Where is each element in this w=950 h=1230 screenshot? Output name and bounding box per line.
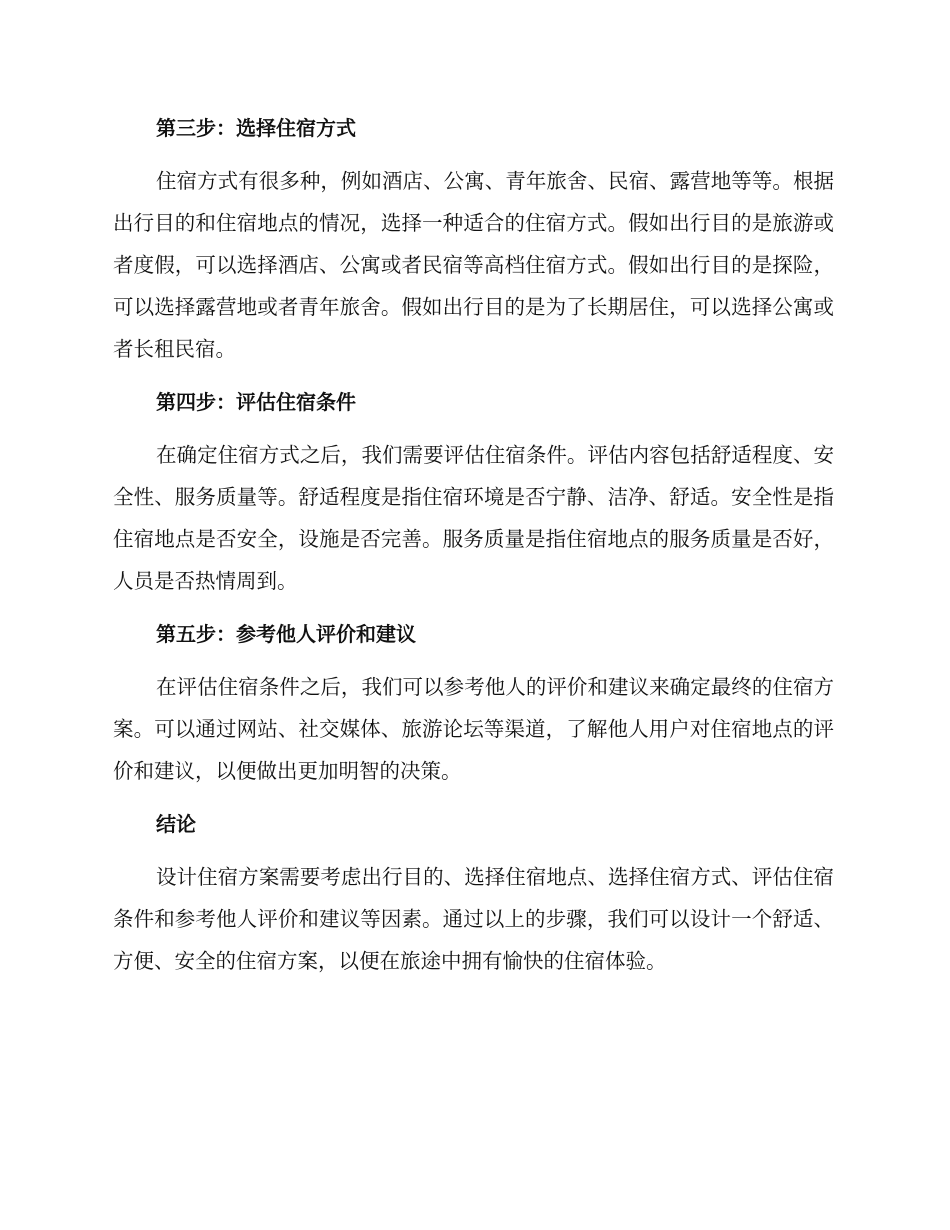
section-paragraph-step-4: 在确定住宿方式之后，我们需要评估住宿条件。评估内容包括舒适程度、安全性、服务质量等。舒适程度是指住宿环境是否宁静、洁净、舒适。安全性是指住宿地点是否安全，设施是否完善。服务质量是指住宿地点的服务质量是否好，人员是否热情周到。: [113, 443, 834, 593]
section-heading-step-5: 第五步：参考他人评价和建议: [156, 622, 416, 646]
section-paragraph-step-3: 住宿方式有很多种，例如酒店、公寓、青年旅舍、民宿、露营地等等。根据出行目的和住宿地点的情况，选择一种适合的住宿方式。假如出行目的是旅游或者度假，可以选择酒店、公寓或者民宿等高档住宿方式。假如出行目的是探险，可以选择露营地或者青年旅舍。假如出行目的是为了长期居住，可以选择公寓或者长租民宿。: [113, 169, 834, 361]
section-heading-conclusion: 结论: [156, 812, 196, 836]
section-paragraph-step-5: 在评估住宿条件之后，我们可以参考他人的评价和建议来确定最终的住宿方案。可以通过网站、社交媒体、旅游论坛等渠道，了解他人用户对住宿地点的评价和建议，以便做出更加明智的决策。: [113, 675, 834, 783]
section-heading-step-3: 第三步：选择住宿方式: [156, 116, 356, 140]
section-paragraph-conclusion: 设计住宿方案需要考虑出行目的、选择住宿地点、选择住宿方式、评估住宿条件和参考他人评价和建议等因素。通过以上的步骤，我们可以设计一个舒适、方便、安全的住宿方案，以便在旅途中拥有愉快的住宿体验。: [113, 865, 834, 973]
section-heading-step-4: 第四步：评估住宿条件: [156, 390, 356, 414]
